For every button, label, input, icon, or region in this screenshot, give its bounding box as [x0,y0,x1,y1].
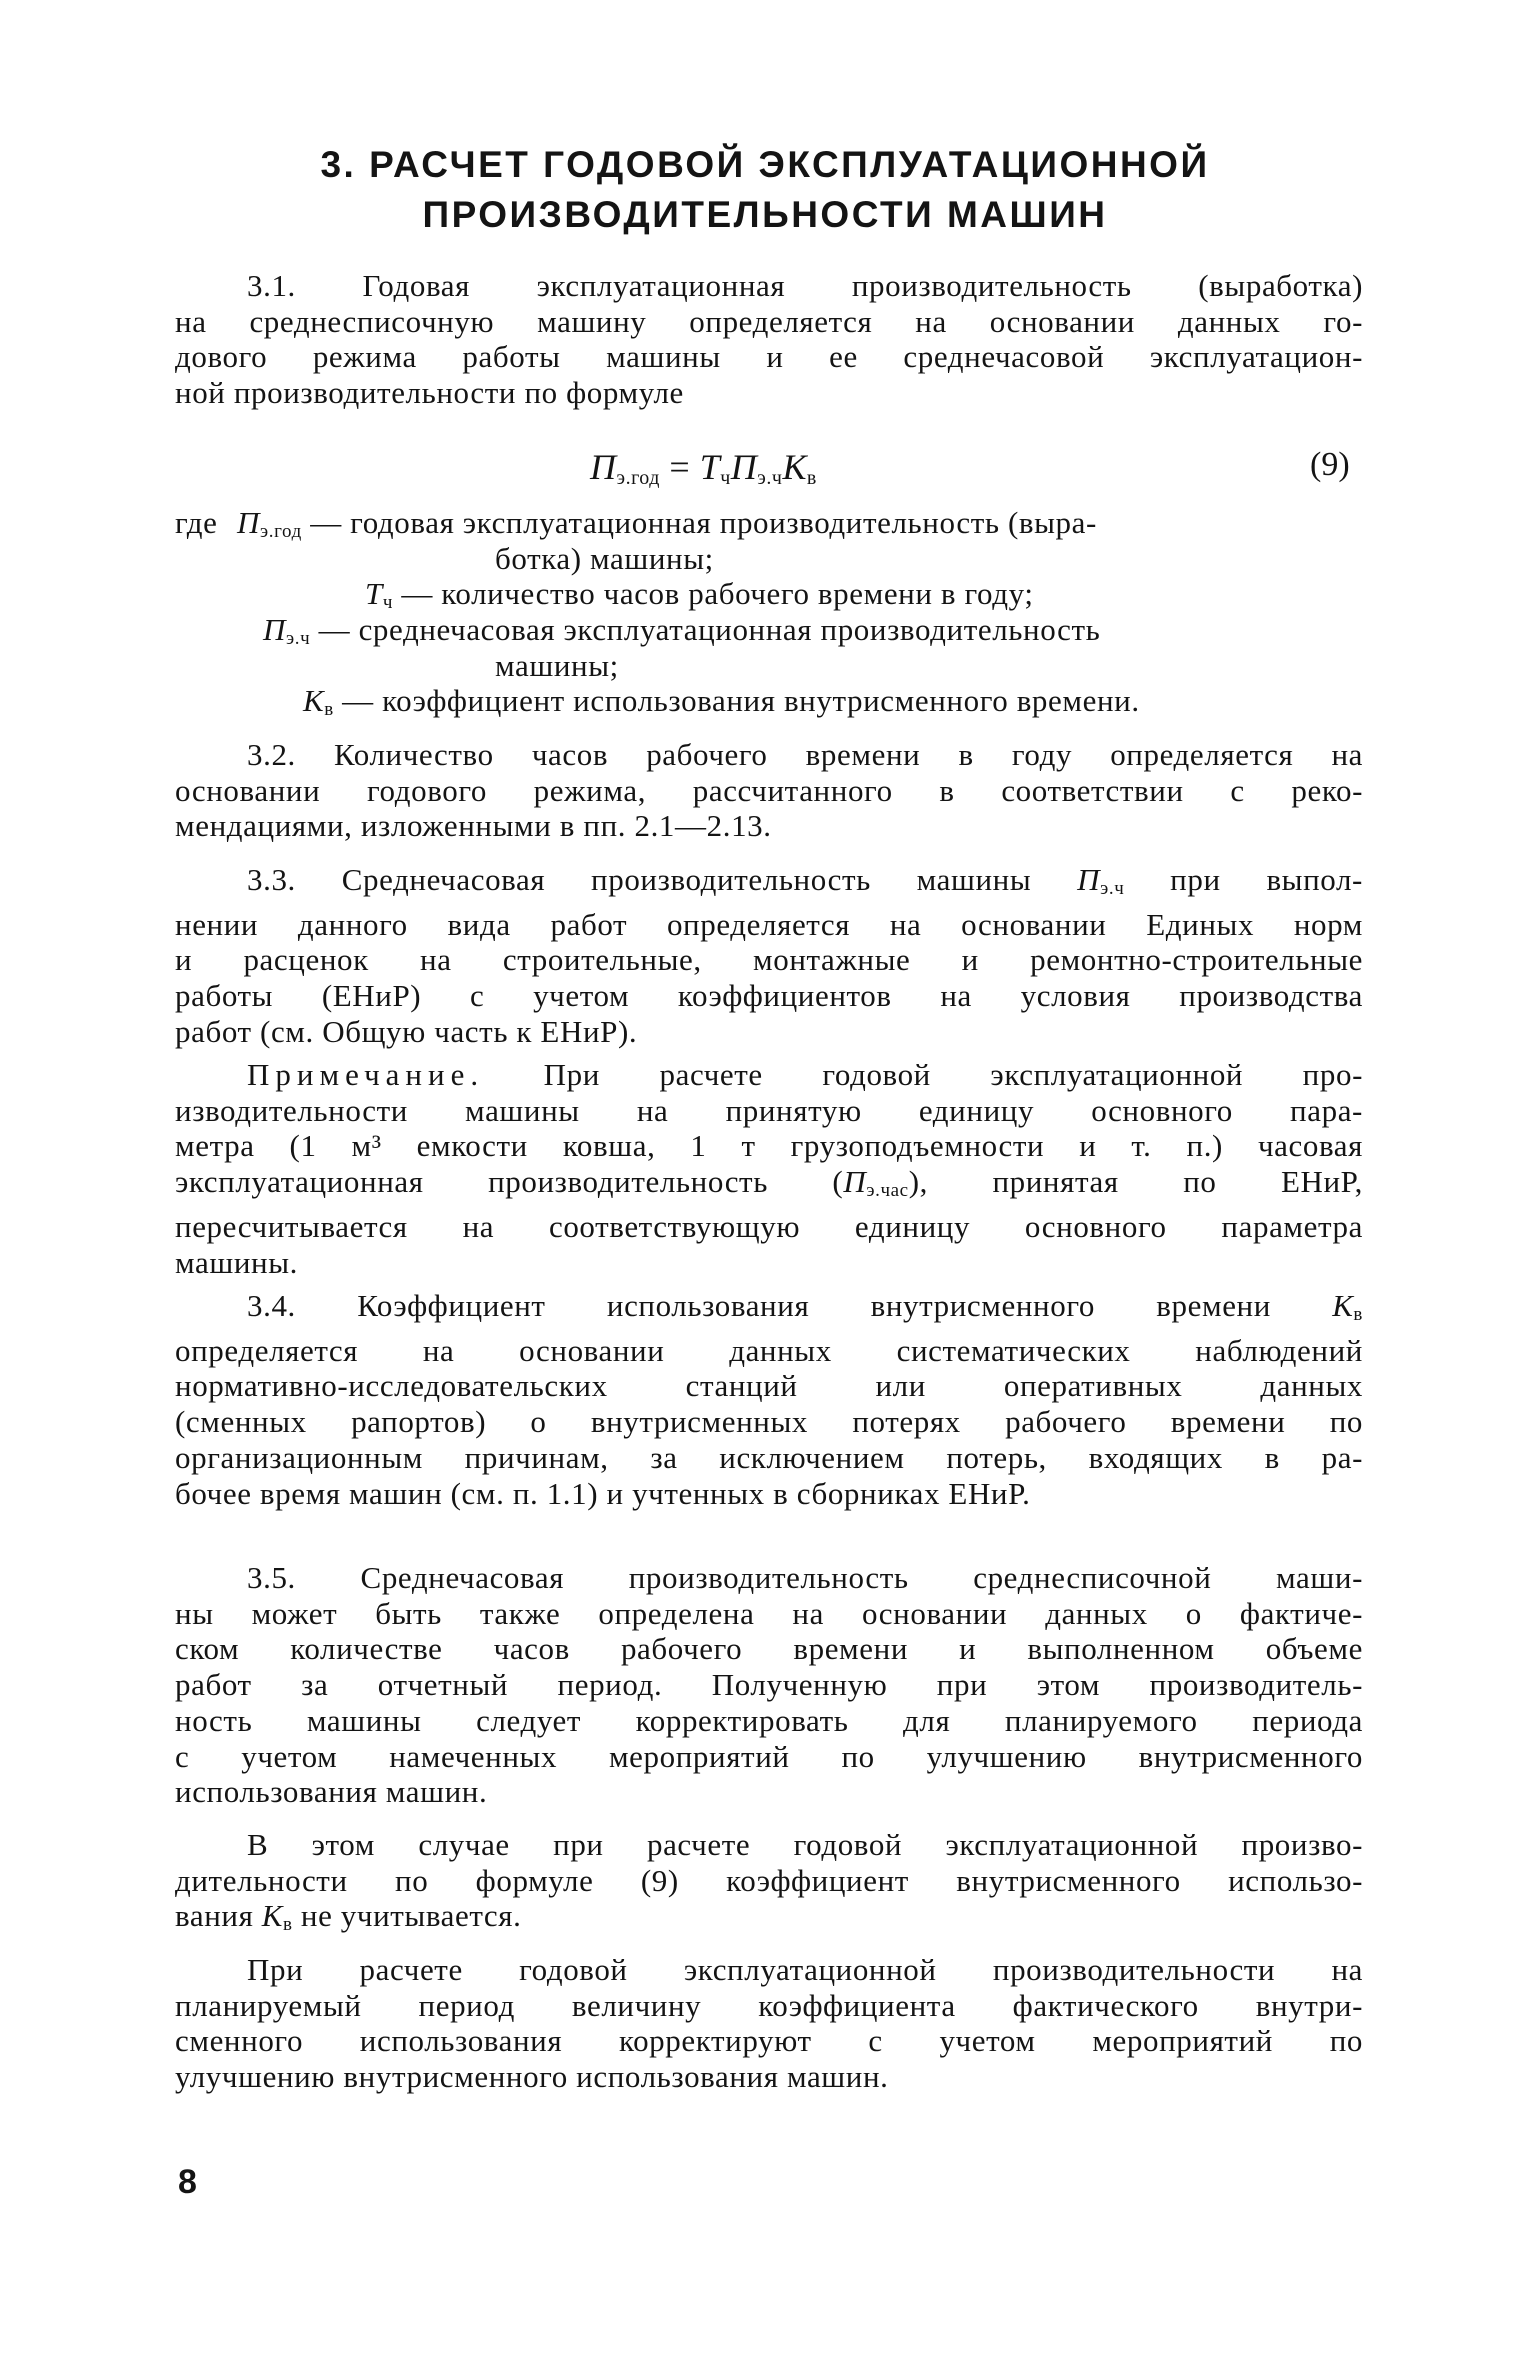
paragraph-line: использования машин. [175,1774,488,1810]
paragraph-3-5-case [175,1827,1363,1943]
paragraph-line: ны может быть также определена на основании данных о фактиче- [175,1595,1363,1631]
paragraph-line: работ (см. Общую часть к ЕНиР). [175,1013,638,1049]
formula-9: $П_{э.год} = Т_чП_{э.ч}К_в$ [590,447,817,489]
paragraph-line: метра (1 м³ емкости ковша, 1 т грузоподъемности и т. п.) часовая [175,1128,1363,1164]
paragraph-line: дового режима работы машины и ее среднечасовой эксплуатацион- [175,339,1363,375]
paragraph-line: 3.3. Среднечасовая производительность машины $П_{э.ч}$ при выпол- [247,862,1363,899]
paragraph-line: пересчитывается на соответствующую единицу основного параметра [175,1208,1363,1244]
page-number: 8 [178,2163,197,2201]
paragraph-line: с учетом намеченных мероприятий по улучшению внутрисменного [175,1738,1363,1774]
paragraph-line: дительности по формуле (9) коэффициент внутрисменного использо- [175,1862,1363,1898]
paragraph-line: В этом случае при расчете годовой эксплуатационной произво- [247,1827,1363,1862]
paragraph-3-1 [175,268,1363,411]
paragraph-3-3 [175,862,1363,1050]
paragraph-line: При расчете годовой эксплуатационной производительности на [247,1952,1363,1987]
heading-line-1: 3. РАСЧЕТ ГОДОВОЙ ЭКСПЛУАТАЦИОННОЙ [320,144,1210,185]
paragraph-line: организационным причинам, за исключением потерь, входящих в ра- [175,1439,1363,1475]
paragraph-line: 3.4. Коэффициент использования внутрисменного времени $К_в$ [247,1288,1363,1325]
paragraph-line: ность машины следует корректировать для планируемого периода [175,1702,1363,1738]
paragraph-line: улучшению внутрисменного использования машин. [175,2059,889,2095]
paragraph-line: нении данного вида работ определяется на основании Единых норм [175,906,1363,942]
heading-line-2: ПРОИЗВОДИТЕЛЬНОСТИ МАШИН [422,194,1108,235]
paragraph-line: работ за отчетный период. Полученную при этом производитель- [175,1667,1363,1703]
paragraph-line: машины. [175,1244,298,1280]
note-label: Примечание. [247,1057,485,1092]
paragraph-line: на среднесписочную машину определяется на основании данных го- [175,303,1363,339]
paragraph-line: основании годового режима, рассчитанного в соответствии с реко- [175,772,1363,808]
paragraph-3-5-planning [175,1952,1363,2095]
definition-1: где $П_{э.год}$ — годовая эксплуатационная производительность (выра- [175,505,1097,542]
paragraph-line: изводительности машины на принятую единицу основного пара- [175,1092,1363,1128]
paragraph-line: планируемый период величину коэффициента фактического внутри- [175,1987,1363,2023]
definition-4: $К_в$ — коэффициент использования внутрисменного времени. [303,683,1140,721]
paragraph-3-5 [175,1560,1363,1810]
definitions-list [175,505,1363,719]
paragraph-line: бочее время машин (см. п. 1.1) и учтенных в сборниках ЕНиР. [175,1475,1031,1511]
paragraph-line: нормативно-исследовательских станций или оперативных данных [175,1368,1363,1404]
paragraph-3-4 [175,1288,1363,1511]
paragraph-line: сменного использования корректируют с учетом мероприятий по [175,2023,1363,2059]
paragraph-line: эксплуатационная производительность $(П_{э.час})$, принятая по ЕНиР, [175,1164,1363,1202]
paragraph-line: ском количестве часов рабочего времени и выполненном объеме [175,1631,1363,1667]
paragraph-line: работы (ЕНиР) с учетом коэффициентов на условия производства [175,978,1363,1014]
paragraph-3-2 [175,737,1363,844]
paragraph-line: и расценок на строительные, монтажные и ремонтно-строительные [175,942,1363,978]
paragraph-line: 3.5. Среднечасовая производительность среднесписочной маши- [247,1560,1363,1595]
definition-3: $П_{э.ч}$ — среднечасовая эксплуатационная производительность [263,612,1101,650]
paragraph-line: ной производительности по формуле [175,375,684,411]
formula-number: (9) [1310,446,1350,483]
definition-2: $Т_ч$ — количество часов рабочего времени в году; [365,576,1034,614]
paragraph-line: мендациями, изложенными в пп. 2.1—2.13. [175,808,772,844]
paragraph-line: вания $К_в$ не учитывается. [175,1898,522,1936]
definition-3-continuation: машины; [495,647,619,683]
paragraph-line: 3.1. Годовая эксплуатационная производительность (выработка) [247,268,1363,303]
paragraph-line: определяется на основании данных систематических наблюдений [175,1332,1363,1368]
definition-1-continuation: ботка) машины; [495,540,714,576]
note-paragraph [175,1057,1363,1280]
paragraph-line: Примечание. При расчете годовой эксплуатационной про- [247,1057,1363,1092]
paragraph-line: (сменных рапортов) о внутрисменных потерях рабочего времени по [175,1404,1363,1440]
section-heading [170,140,1360,240]
paragraph-line: 3.2. Количество часов рабочего времени в году определяется на [247,737,1363,772]
